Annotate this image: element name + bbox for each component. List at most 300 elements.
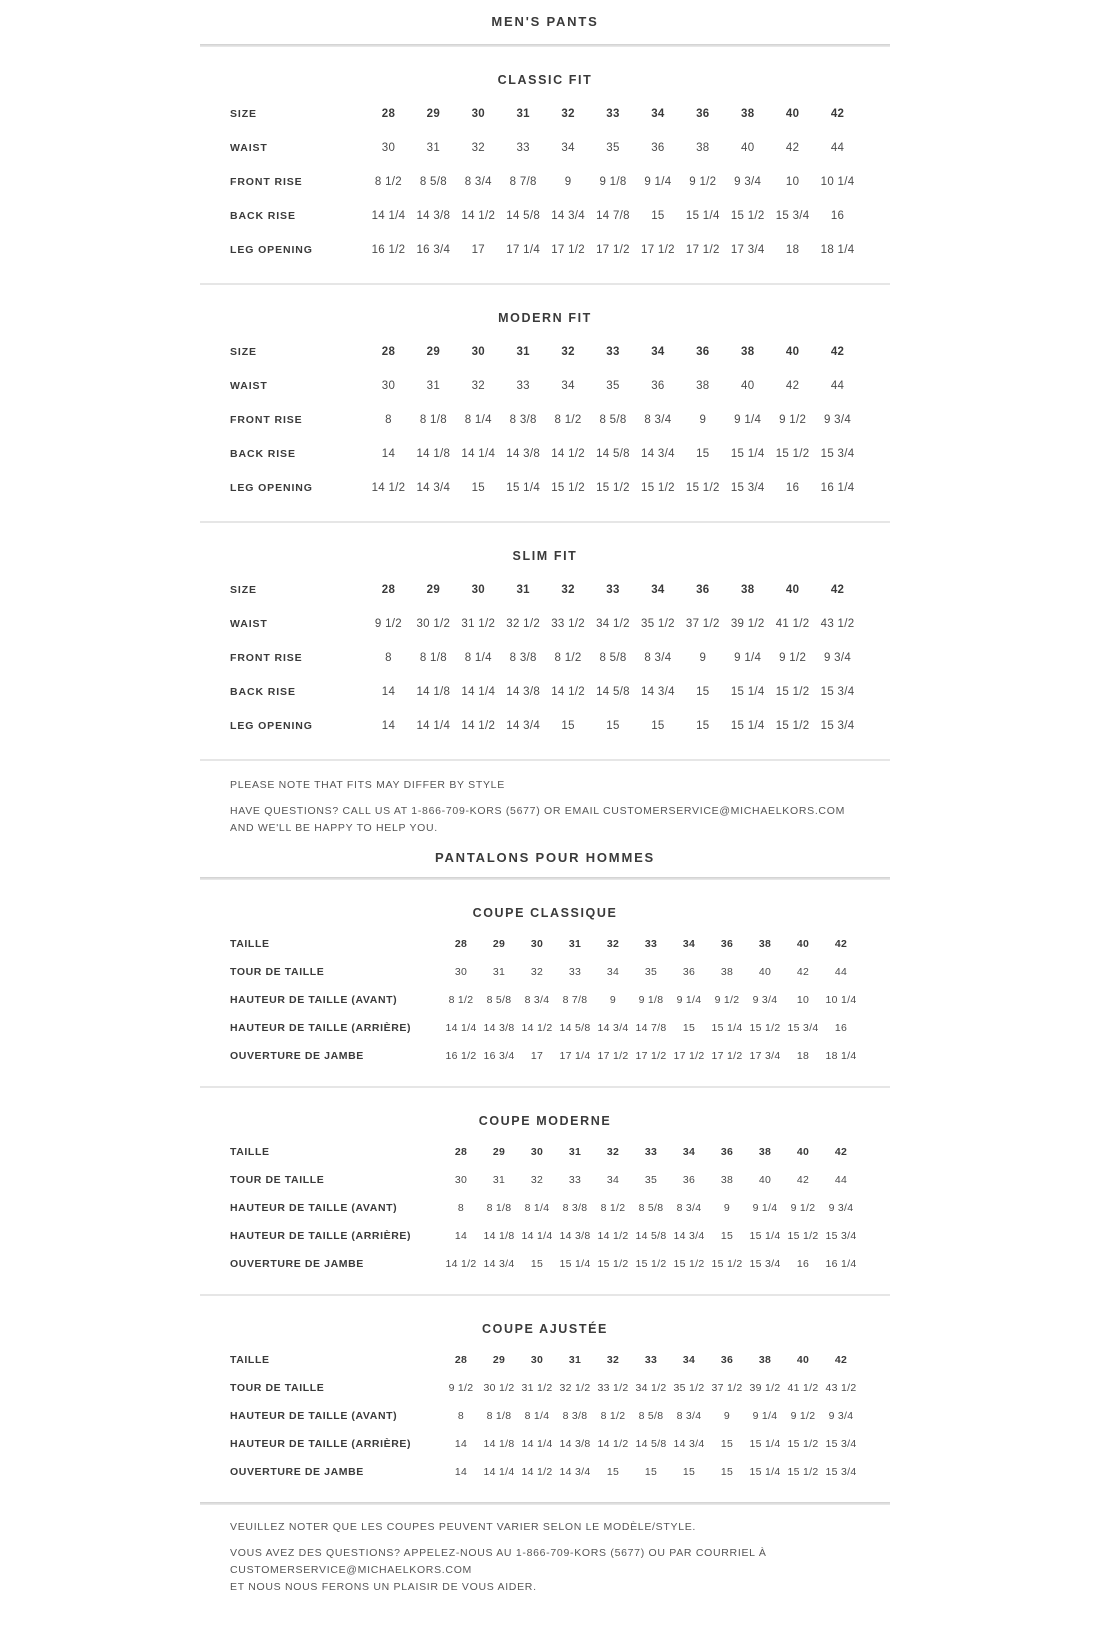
size-value-cell: 36 (651, 380, 665, 392)
section-title: MODERN FIT (498, 311, 592, 325)
size-value-cell: 15 1/2 (787, 1466, 819, 1479)
size-value-cell: 8 1/8 (419, 414, 447, 426)
table-row-hauteur-de-taille-avant (200, 1194, 890, 1222)
size-value-cell: 14 1/2 (597, 1438, 629, 1451)
size-value-cell: 29 (492, 938, 506, 951)
french-fit-note: VEUILLEZ NOTER QUE LES COUPES PEUVENT VARIER SELON LE MODÈLE/STYLE. (230, 1521, 697, 1534)
size-value-cell: 39 1/2 (730, 618, 765, 630)
size-value-cell: 40 (785, 346, 800, 358)
table-row-front-rise (200, 165, 890, 199)
size-value-cell: 14 1/2 (551, 448, 585, 460)
size-value-cell: 15 1/4 (730, 720, 765, 732)
row-label: TAILLE (230, 1146, 270, 1159)
size-value-cell: 18 (796, 1050, 810, 1063)
table-row-size (200, 97, 890, 131)
size-value-cell: 35 1/2 (641, 618, 675, 630)
row-label: SIZE (230, 108, 257, 120)
size-value-cell: 15 (720, 1438, 734, 1451)
size-value-cell: 15 1/4 (749, 1438, 781, 1451)
section-coupe-ajust-e (200, 1296, 890, 1502)
table-row-waist (200, 131, 890, 165)
size-value-cell: 36 (696, 584, 710, 596)
size-value-cell: 14 1/2 (445, 1258, 477, 1271)
size-value-cell: 14 5/8 (596, 448, 630, 460)
size-value-cell: 36 (651, 142, 665, 154)
size-value-cell: 15 1/2 (711, 1258, 743, 1271)
size-value-cell: 17 3/4 (749, 1050, 781, 1063)
row-label: WAIST (230, 618, 268, 630)
row-label: BACK RISE (230, 686, 296, 698)
size-value-cell: 15 (606, 720, 620, 732)
table-row-ouverture-de-jambe (200, 1458, 890, 1486)
row-label: OUVERTURE DE JAMBE (230, 1050, 364, 1063)
size-value-cell: 8 3/4 (676, 1202, 702, 1215)
section-modern-fit (200, 285, 890, 521)
size-value-cell: 29 (426, 108, 441, 120)
table-row-size (200, 573, 890, 607)
table-row-front-rise (200, 641, 890, 675)
size-value-cell: 34 (561, 380, 575, 392)
size-value-cell: 14 1/2 (521, 1022, 553, 1035)
size-value-cell: 15 1/4 (685, 210, 720, 222)
row-values (366, 618, 860, 630)
size-value-cell: 9 3/4 (752, 994, 778, 1007)
row-values (366, 108, 860, 120)
size-value-cell: 9 1/2 (790, 1410, 816, 1423)
size-value-cell: 31 (516, 584, 530, 596)
row-values (366, 584, 860, 596)
size-value-cell: 8 3/4 (676, 1410, 702, 1423)
size-value-cell: 34 (682, 1354, 696, 1367)
size-value-cell: 35 1/2 (673, 1382, 705, 1395)
size-value-cell: 28 (454, 1146, 468, 1159)
size-value-cell: 18 1/4 (820, 244, 855, 256)
size-value-cell: 15 1/2 (551, 482, 585, 494)
size-value-cell: 8 5/8 (638, 1410, 664, 1423)
row-values (442, 1202, 860, 1214)
size-value-cell: 9 1/8 (638, 994, 664, 1007)
row-label: HAUTEUR DE TAILLE (AVANT) (230, 1202, 398, 1215)
size-value-cell: 33 (644, 1146, 658, 1159)
size-value-cell: 28 (454, 938, 468, 951)
size-value-cell: 34 1/2 (596, 618, 630, 630)
size-value-cell: 16 (834, 1022, 848, 1035)
size-value-cell: 8 3/4 (524, 994, 550, 1007)
size-value-cell: 30 1/2 (416, 618, 451, 630)
size-value-cell: 9 1/2 (714, 994, 740, 1007)
table-row-ouverture-de-jambe (200, 1042, 890, 1070)
table-row-waist (200, 369, 890, 403)
size-value-cell: 14 5/8 (635, 1438, 667, 1451)
table-row-back-rise (200, 675, 890, 709)
table-row-hauteur-de-taille-avant (200, 1402, 890, 1430)
table-row-tour-de-taille (200, 1374, 890, 1402)
size-value-cell: 15 1/2 (673, 1258, 705, 1271)
section-title: SLIM FIT (512, 549, 578, 563)
row-label: HAUTEUR DE TAILLE (AVANT) (230, 1410, 398, 1423)
size-value-cell: 42 (785, 142, 800, 154)
size-value-cell: 9 1/2 (374, 618, 402, 630)
size-value-cell: 29 (492, 1354, 506, 1367)
size-value-cell: 17 1/2 (551, 244, 585, 256)
size-value-cell: 38 (758, 1354, 772, 1367)
table-row-taille (200, 930, 890, 958)
section-title: COUPE MODERNE (478, 1114, 612, 1129)
french-size-sections (200, 880, 890, 1502)
size-value-cell: 31 (426, 142, 441, 154)
size-value-cell: 30 (454, 1174, 468, 1187)
row-values (366, 652, 860, 664)
size-value-cell: 15 3/4 (825, 1438, 857, 1451)
size-value-cell: 40 (741, 380, 755, 392)
size-value-cell: 14 1/8 (483, 1438, 515, 1451)
size-value-cell: 9 1/4 (734, 414, 762, 426)
row-values (366, 244, 860, 256)
size-value-cell: 31 (516, 346, 530, 358)
size-value-cell: 9 1/2 (448, 1382, 474, 1395)
size-value-cell: 28 (381, 584, 396, 596)
size-value-cell: 16 (785, 482, 800, 494)
size-value-cell: 16 (830, 210, 845, 222)
size-value-cell: 8 1/2 (554, 652, 582, 664)
size-value-cell: 15 (720, 1230, 734, 1243)
size-value-cell: 14 3/4 (641, 686, 675, 698)
size-value-cell: 15 (561, 720, 575, 732)
size-value-cell: 33 (568, 1174, 582, 1187)
row-label: TAILLE (230, 1354, 270, 1367)
row-label: HAUTEUR DE TAILLE (AVANT) (230, 994, 398, 1007)
row-label: TOUR DE TAILLE (230, 1382, 325, 1395)
size-value-cell: 10 1/4 (825, 994, 857, 1007)
row-values (442, 994, 860, 1006)
size-value-cell: 15 1/2 (775, 448, 810, 460)
size-value-cell: 8 5/8 (419, 176, 447, 188)
size-value-cell: 14 1/4 (445, 1022, 477, 1035)
row-label: SIZE (230, 346, 257, 358)
size-value-cell: 15 (530, 1258, 544, 1271)
size-value-cell: 31 (426, 380, 441, 392)
size-value-cell: 8 5/8 (599, 414, 627, 426)
size-value-cell: 32 (561, 108, 575, 120)
size-value-cell: 34 (606, 1174, 620, 1187)
size-value-cell: 42 (830, 584, 845, 596)
row-values (442, 1354, 860, 1366)
size-value-cell: 15 3/4 (825, 1230, 857, 1243)
row-values (442, 1258, 860, 1270)
size-value-cell: 15 1/2 (597, 1258, 629, 1271)
size-value-cell: 15 1/2 (775, 720, 810, 732)
size-value-cell: 8 3/8 (509, 414, 537, 426)
row-values (366, 210, 860, 222)
size-value-cell: 14 1/8 (416, 686, 451, 698)
row-label: LEG OPENING (230, 482, 313, 494)
size-value-cell: 32 (471, 142, 485, 154)
size-value-cell: 31 1/2 (521, 1382, 553, 1395)
size-value-cell: 14 3/4 (559, 1466, 591, 1479)
size-value-cell: 17 1/4 (559, 1050, 591, 1063)
size-value-cell: 42 (834, 1146, 848, 1159)
row-values (366, 414, 860, 426)
size-value-cell: 8 1/2 (600, 1202, 626, 1215)
size-value-cell: 38 (696, 380, 710, 392)
size-value-cell: 36 (720, 938, 734, 951)
size-value-cell: 15 (471, 482, 485, 494)
size-value-cell: 14 3/8 (506, 448, 541, 460)
size-value-cell: 30 (471, 108, 485, 120)
size-value-cell: 8 3/8 (562, 1202, 588, 1215)
size-value-cell: 34 (651, 584, 665, 596)
size-value-cell: 33 (644, 938, 658, 951)
table-row-leg-opening (200, 709, 890, 743)
size-value-cell: 9 (564, 176, 572, 188)
size-value-cell: 8 3/4 (644, 414, 672, 426)
size-value-cell: 32 1/2 (559, 1382, 591, 1395)
size-value-cell: 28 (381, 108, 396, 120)
size-value-cell: 8 1/4 (464, 652, 492, 664)
size-value-cell: 17 1/2 (596, 244, 630, 256)
size-value-cell: 17 1/2 (641, 244, 675, 256)
size-value-cell: 37 1/2 (685, 618, 720, 630)
size-value-cell: 28 (381, 346, 396, 358)
size-value-cell: 16 3/4 (416, 244, 451, 256)
size-value-cell: 10 (785, 176, 800, 188)
row-values (366, 346, 860, 358)
row-label: OUVERTURE DE JAMBE (230, 1258, 364, 1271)
french-questions-note-line1: VOUS AVEZ DES QUESTIONS? APPELEZ-NOUS AU 1-866-709-KORS (5677) OU PAR COURRIEL À CUSTOMERSERVICE@MICHAELKORS.COM (230, 1547, 767, 1576)
size-value-cell: 10 1/4 (820, 176, 855, 188)
size-value-cell: 40 (741, 142, 755, 154)
size-value-cell: 30 (381, 142, 396, 154)
size-value-cell: 34 (606, 966, 620, 979)
size-value-cell: 29 (426, 346, 441, 358)
row-label: HAUTEUR DE TAILLE (ARRIÈRE) (230, 1230, 412, 1243)
size-value-cell: 17 1/2 (597, 1050, 629, 1063)
table-row-hauteur-de-taille-avant (200, 986, 890, 1014)
size-value-cell: 8 (457, 1202, 465, 1215)
size-value-cell: 31 1/2 (461, 618, 496, 630)
size-value-cell: 31 (516, 108, 530, 120)
row-label: FRONT RISE (230, 652, 303, 664)
size-value-cell: 32 1/2 (506, 618, 541, 630)
size-value-cell: 14 5/8 (635, 1230, 667, 1243)
size-value-cell: 9 1/2 (790, 1202, 816, 1215)
size-value-cell: 29 (492, 1146, 506, 1159)
questions-note-line1: HAVE QUESTIONS? CALL US AT 1-866-709-KORS (5677) OR EMAIL CUSTOMERSERVICE@MICHAELKORS.COM (230, 804, 846, 817)
size-value-cell: 33 (516, 380, 530, 392)
size-value-cell: 14 1/4 (461, 686, 496, 698)
size-value-cell: 40 (796, 938, 810, 951)
size-value-cell: 9 (699, 652, 707, 664)
size-value-cell: 34 1/2 (635, 1382, 667, 1395)
size-value-cell: 15 1/4 (730, 448, 765, 460)
size-value-cell: 44 (834, 1174, 848, 1187)
size-value-cell: 9 1/8 (599, 176, 627, 188)
row-label: FRONT RISE (230, 414, 303, 426)
size-value-cell: 29 (426, 584, 441, 596)
size-value-cell: 14 3/8 (483, 1022, 515, 1035)
size-value-cell: 14 1/2 (521, 1466, 553, 1479)
size-value-cell: 38 (720, 1174, 734, 1187)
size-value-cell: 9 1/2 (779, 414, 807, 426)
size-value-cell: 8 3/8 (562, 1410, 588, 1423)
size-value-cell: 14 (381, 448, 396, 460)
size-value-cell: 14 3/4 (597, 1022, 629, 1035)
size-value-cell: 15 (682, 1022, 696, 1035)
size-value-cell: 34 (682, 938, 696, 951)
size-value-cell: 14 3/4 (416, 482, 451, 494)
size-value-cell: 41 1/2 (775, 618, 810, 630)
size-value-cell: 40 (758, 966, 772, 979)
size-value-cell: 9 1/4 (676, 994, 702, 1007)
row-values (442, 1174, 860, 1186)
size-value-cell: 14 1/2 (371, 482, 406, 494)
size-value-cell: 38 (720, 966, 734, 979)
size-value-cell: 15 1/2 (641, 482, 675, 494)
size-value-cell: 36 (720, 1146, 734, 1159)
size-value-cell: 36 (696, 108, 710, 120)
size-value-cell: 8 7/8 (562, 994, 588, 1007)
size-value-cell: 14 1/2 (461, 210, 496, 222)
size-value-cell: 42 (830, 108, 845, 120)
row-values (442, 1230, 860, 1242)
size-value-cell: 14 5/8 (559, 1022, 591, 1035)
size-value-cell: 8 1/4 (464, 414, 492, 426)
questions-note-line2: AND WE'LL BE HAPPY TO HELP YOU. (230, 821, 438, 834)
size-value-cell: 30 (471, 584, 485, 596)
size-value-cell: 41 1/2 (787, 1382, 819, 1395)
size-value-cell: 15 1/2 (775, 686, 810, 698)
section-title: COUPE AJUSTÉE (482, 1322, 608, 1337)
row-label: FRONT RISE (230, 176, 303, 188)
size-value-cell: 35 (644, 966, 658, 979)
row-label: SIZE (230, 584, 257, 596)
size-value-cell: 43 1/2 (825, 1382, 857, 1395)
size-value-cell: 8 1/8 (419, 652, 447, 664)
table-row-taille (200, 1138, 890, 1166)
size-value-cell: 38 (741, 584, 755, 596)
size-value-cell: 9 1/2 (689, 176, 717, 188)
size-value-cell: 8 5/8 (599, 652, 627, 664)
size-value-cell: 14 1/2 (597, 1230, 629, 1243)
table-row-size (200, 335, 890, 369)
size-value-cell: 10 (796, 994, 810, 1007)
fit-note: PLEASE NOTE THAT FITS MAY DIFFER BY STYLE (230, 779, 505, 791)
row-values (442, 938, 860, 950)
section-coupe-moderne (200, 1088, 890, 1294)
size-value-cell: 33 1/2 (551, 618, 585, 630)
size-value-cell: 31 (568, 1354, 582, 1367)
size-value-cell: 15 1/4 (711, 1022, 743, 1035)
size-value-cell: 14 1/4 (371, 210, 406, 222)
size-value-cell: 17 1/2 (635, 1050, 667, 1063)
size-value-cell: 35 (606, 142, 620, 154)
row-values (366, 142, 860, 154)
size-value-cell: 31 (492, 966, 506, 979)
size-value-cell: 18 1/4 (825, 1050, 857, 1063)
size-value-cell: 38 (741, 108, 755, 120)
size-value-cell: 15 1/4 (506, 482, 541, 494)
size-value-cell: 14 5/8 (596, 686, 630, 698)
size-value-cell: 15 (720, 1466, 734, 1479)
row-label: TAILLE (230, 938, 270, 951)
section-title: CLASSIC FIT (497, 73, 593, 87)
size-value-cell: 15 1/2 (596, 482, 630, 494)
size-value-cell: 15 1/4 (730, 686, 765, 698)
section-coupe-classique (200, 880, 890, 1086)
size-value-cell: 9 (699, 414, 707, 426)
size-value-cell: 14 (381, 686, 396, 698)
size-value-cell: 9 3/4 (823, 414, 852, 426)
size-value-cell: 17 1/2 (673, 1050, 705, 1063)
size-value-cell: 32 (561, 346, 575, 358)
size-value-cell: 33 (606, 108, 620, 120)
size-value-cell: 15 (651, 210, 665, 222)
size-value-cell: 30 (471, 346, 485, 358)
size-value-cell: 16 1/4 (825, 1258, 857, 1271)
size-chart-page (200, 0, 890, 1626)
row-values (366, 176, 860, 188)
size-value-cell: 42 (830, 346, 845, 358)
size-value-cell: 9 1/2 (779, 652, 807, 664)
size-value-cell: 8 1/8 (486, 1410, 512, 1423)
row-values (442, 966, 860, 978)
size-value-cell: 15 1/2 (749, 1022, 781, 1035)
size-value-cell: 14 1/4 (416, 720, 451, 732)
size-value-cell: 14 1/8 (483, 1230, 515, 1243)
size-value-cell: 32 (530, 966, 544, 979)
size-value-cell: 14 3/4 (483, 1258, 515, 1271)
size-value-cell: 8 3/8 (509, 652, 537, 664)
size-value-cell: 8 5/8 (486, 994, 512, 1007)
size-value-cell: 15 (606, 1466, 620, 1479)
size-value-cell: 38 (741, 346, 755, 358)
size-value-cell: 9 3/4 (828, 1410, 854, 1423)
size-value-cell: 36 (720, 1354, 734, 1367)
row-values (442, 1050, 860, 1062)
section-classic-fit (200, 47, 890, 283)
size-value-cell: 9 3/4 (828, 1202, 854, 1215)
size-value-cell: 31 (492, 1174, 506, 1187)
row-label: WAIST (230, 380, 268, 392)
size-value-cell: 16 (796, 1258, 810, 1271)
size-value-cell: 15 3/4 (749, 1258, 781, 1271)
size-value-cell: 32 (606, 1354, 620, 1367)
size-value-cell: 14 1/4 (521, 1230, 553, 1243)
size-value-cell: 17 1/2 (711, 1050, 743, 1063)
row-values (366, 686, 860, 698)
row-label: BACK RISE (230, 210, 296, 222)
size-value-cell: 15 1/2 (730, 210, 765, 222)
section-title: COUPE CLASSIQUE (472, 906, 618, 921)
size-value-cell: 17 (530, 1050, 544, 1063)
size-value-cell: 15 3/4 (787, 1022, 819, 1035)
size-value-cell: 42 (796, 1174, 810, 1187)
size-value-cell: 15 (644, 1466, 658, 1479)
size-value-cell: 36 (696, 346, 710, 358)
size-value-cell: 15 3/4 (820, 448, 855, 460)
size-value-cell: 15 3/4 (820, 686, 855, 698)
size-value-cell: 8 1/2 (374, 176, 402, 188)
table-row-back-rise (200, 437, 890, 471)
french-notes (200, 1505, 890, 1625)
size-value-cell: 36 (682, 966, 696, 979)
size-value-cell: 15 (651, 720, 665, 732)
size-value-cell: 43 1/2 (820, 618, 855, 630)
size-value-cell: 40 (758, 1174, 772, 1187)
size-value-cell: 36 (682, 1174, 696, 1187)
english-size-sections (200, 47, 890, 759)
row-label: LEG OPENING (230, 244, 313, 256)
